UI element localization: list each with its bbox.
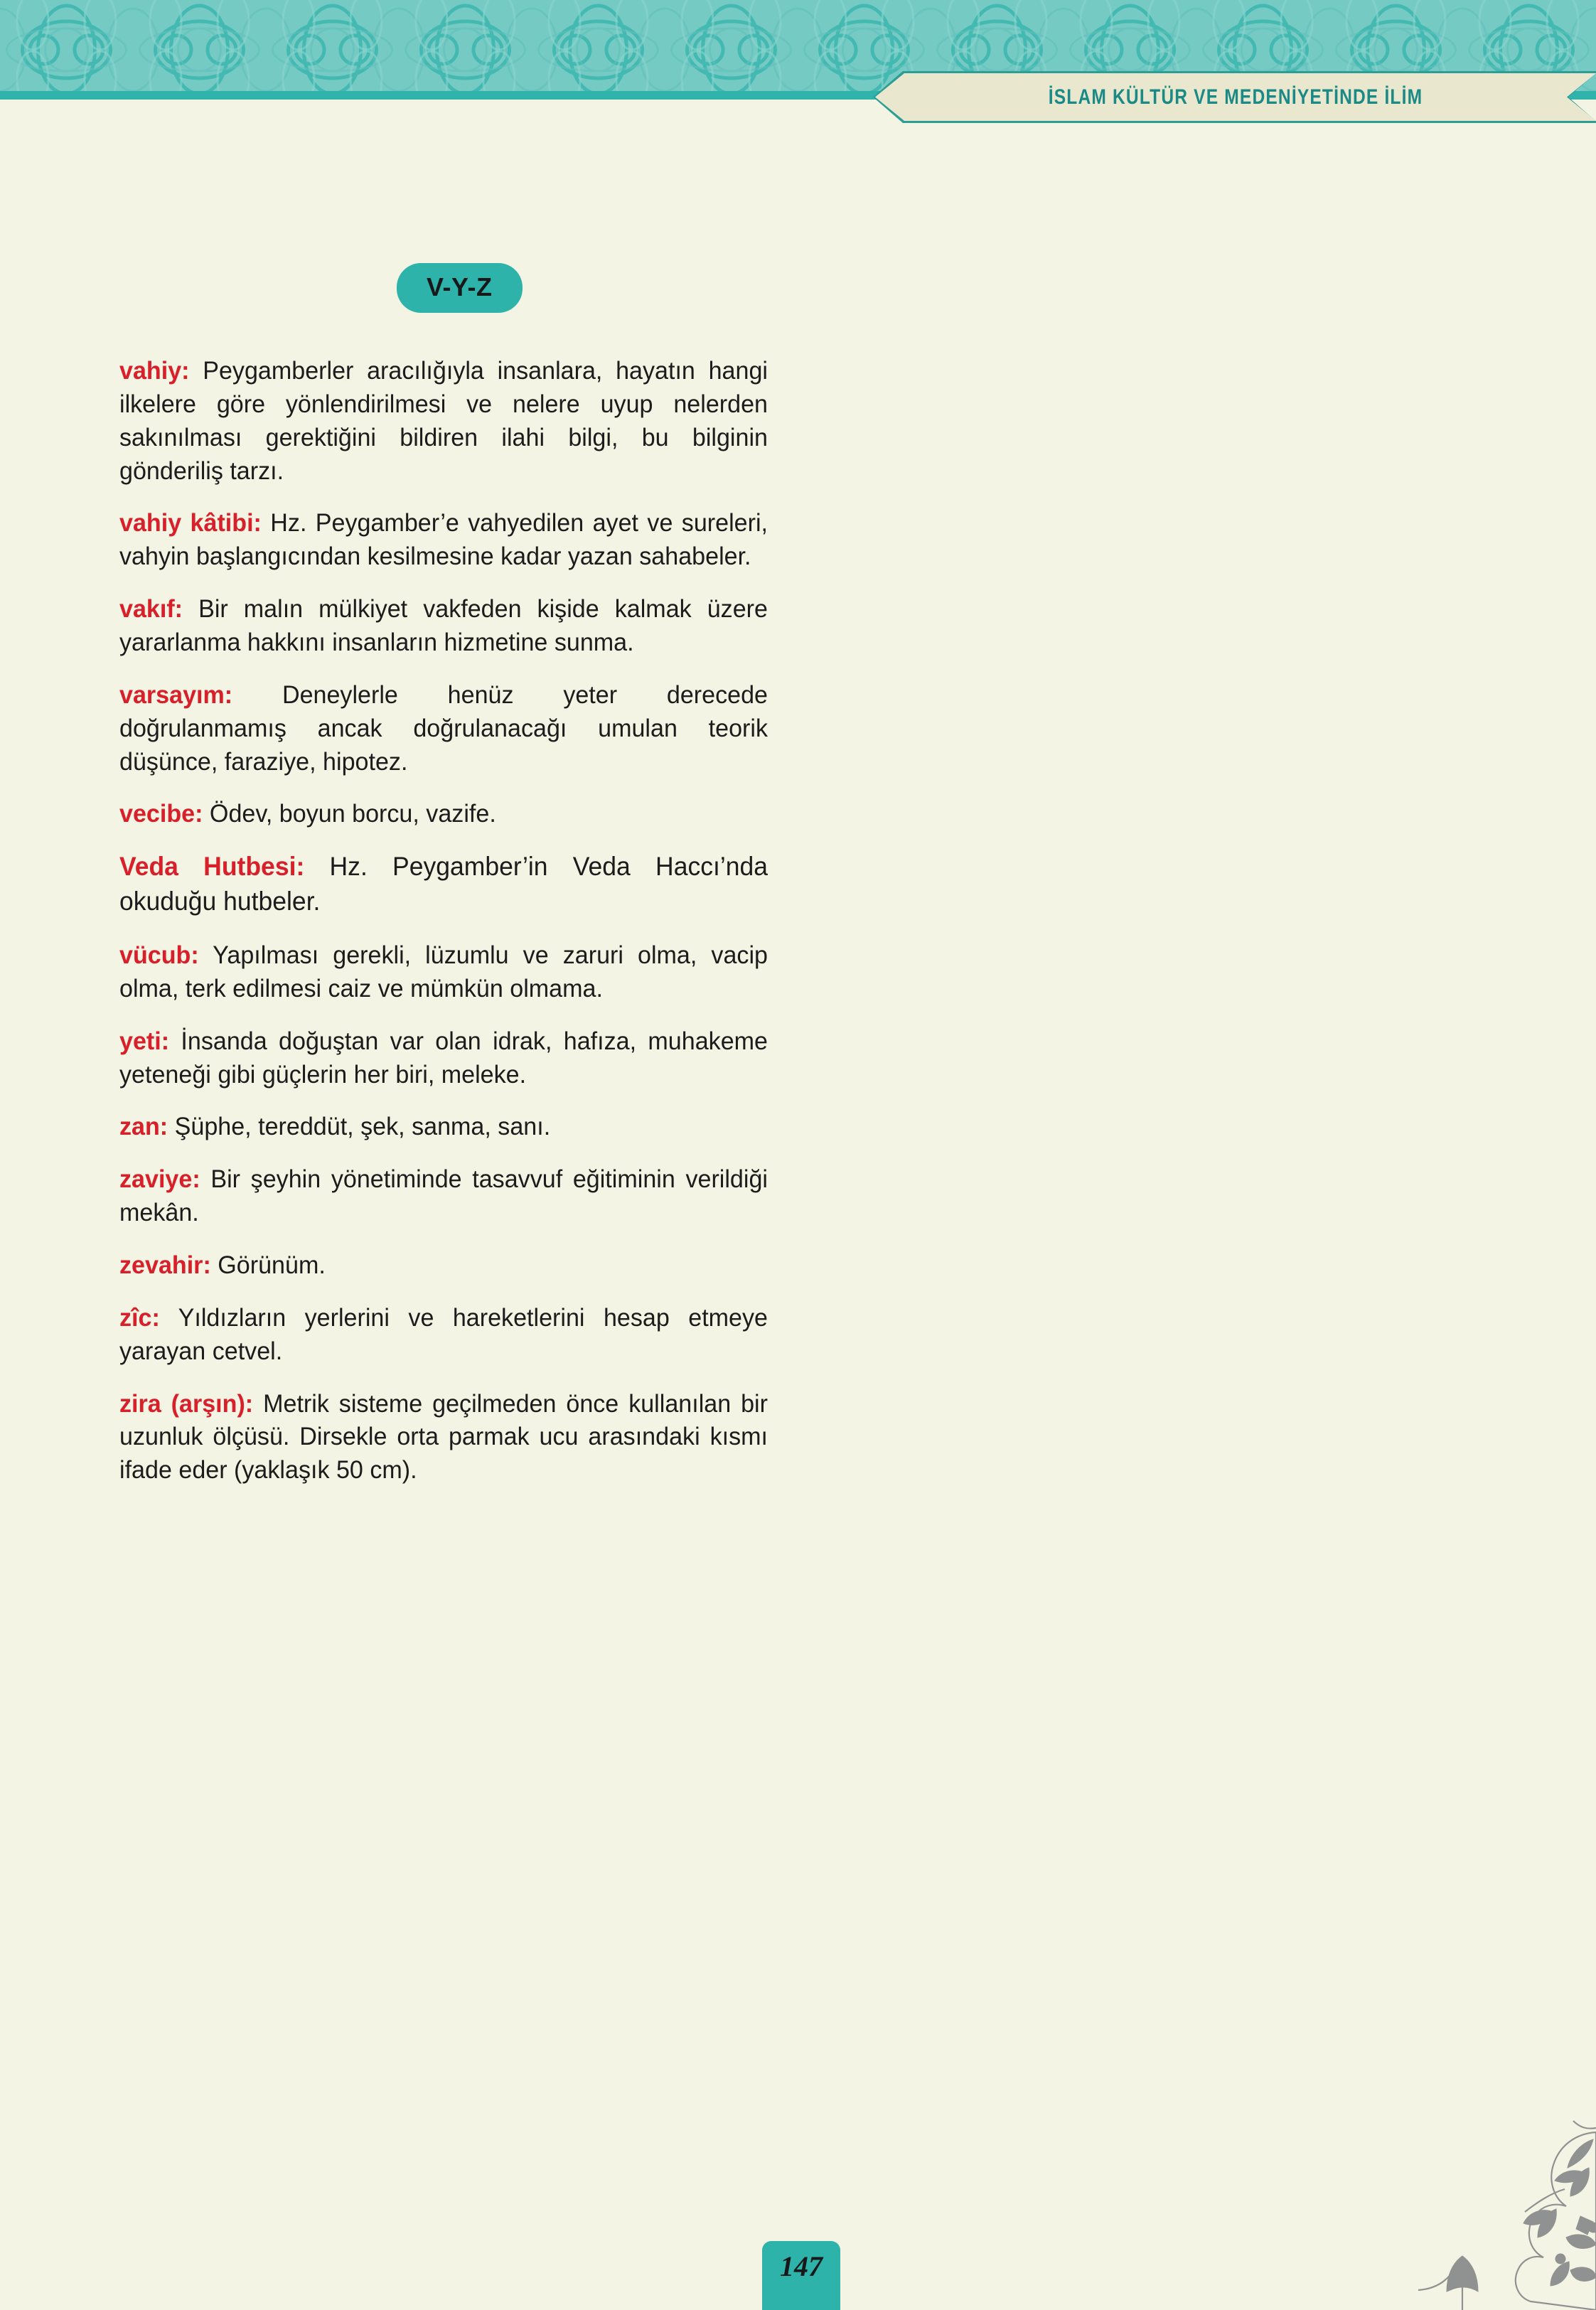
glossary-term: vahiy: <box>119 356 190 385</box>
glossary-term: varsayım: <box>119 680 233 709</box>
glossary-term: vakıf: <box>119 594 183 624</box>
glossary-entry <box>119 1110 768 1143</box>
glossary-entry <box>119 797 768 830</box>
glossary-term: vahiy kâtibi: <box>119 508 262 538</box>
glossary-entry <box>119 1025 768 1091</box>
glossary-definition: Yıldızların yerlerini ve hareketlerini hesap etmeye yarayan cetvel. <box>119 1303 768 1365</box>
glossary-entry <box>119 1248 768 1282</box>
glossary-term: zevahir: <box>119 1250 211 1279</box>
glossary-term: zîc: <box>119 1303 160 1332</box>
glossary-definition: İnsanda doğuştan var olan idrak, hafıza, muhakeme yeteneği gibi güçlerin her biri, meleke. <box>119 1026 768 1089</box>
glossary-entry <box>119 354 768 487</box>
glossary-entry <box>119 1162 768 1229</box>
section-badge-vyz: V-Y-Z <box>397 263 523 313</box>
running-head-title: İSLAM KÜLTÜR VE MEDENİYETİNDE İLİM <box>1048 85 1423 109</box>
floral-corner-ornament-icon <box>1418 2118 1596 2310</box>
glossary-entry <box>119 939 768 1005</box>
glossary-entry <box>119 592 768 659</box>
glossary-term: zan: <box>119 1112 168 1141</box>
glossary-term: yeti: <box>119 1026 170 1055</box>
glossary-list <box>119 354 795 1487</box>
glossary-definition: Peygamberler aracılığıyla insanlara, hayatın hangi ilkelere göre yönlendirilmesi ve nelere uyup nelerden sakınılması gerektiğini bildiren ilahi bilgi, bu bilginin gönderiliş tarzı. <box>119 356 768 485</box>
glossary-term: zira (arşın): <box>119 1389 254 1418</box>
glossary-term: Veda Hutbesi: <box>119 852 305 882</box>
glossary-definition: Görünüm. <box>218 1250 326 1279</box>
glossary-term: vücub: <box>119 940 199 969</box>
glossary-entry <box>119 850 768 919</box>
glossary-entry <box>119 678 768 779</box>
glossary-definition: Yapılması gerekli, lüzumlu ve zaruri olma, vacip olma, terk edilmesi caiz ve mümkün olmama. <box>119 940 768 1002</box>
glossary-entry <box>119 506 768 573</box>
glossary-definition: Bir şeyhin yönetiminde tasavvuf eğitiminin verildiği mekân. <box>119 1165 768 1227</box>
glossary-entry <box>119 1387 768 1487</box>
glossary-definition: Hz. Peygamber’e vahyedilen ayet ve sureleri, vahyin başlangıcından kesilmesine kadar yazan sahabeler. <box>119 508 768 571</box>
glossary-definition: Hz. Peygamber’in Veda Haccı’nda okuduğu hutbeler. <box>119 852 768 916</box>
glossary-term: vecibe: <box>119 799 203 828</box>
glossary-definition: Şüphe, tereddüt, şek, sanma, sanı. <box>174 1112 551 1141</box>
page-number-value: 147 <box>780 2250 823 2282</box>
glossary-entry <box>119 1301 768 1368</box>
glossary-definition: Metrik sisteme geçilmeden önce kullanılan bir uzunluk ölçüsü. Dirsekle orta parmak ucu arasındaki kısmı ifade eder (yaklaşık 50 cm). <box>119 1389 768 1485</box>
content-column <box>119 263 795 1506</box>
glossary-definition: Bir malın mülkiyet vakfeden kişide kalmak üzere yararlanma hakkını insanların hizmetine sunma. <box>119 594 768 657</box>
page-number-badge <box>762 2241 840 2310</box>
glossary-definition: Deneylerle henüz yeter derecede doğrulanmamış ancak doğrulanacağı umulan teorik düşünce, faraziye, hipotez. <box>119 680 768 776</box>
glossary-definition: Ödev, boyun borcu, vazife. <box>209 799 496 828</box>
glossary-term: zaviye: <box>119 1165 200 1194</box>
